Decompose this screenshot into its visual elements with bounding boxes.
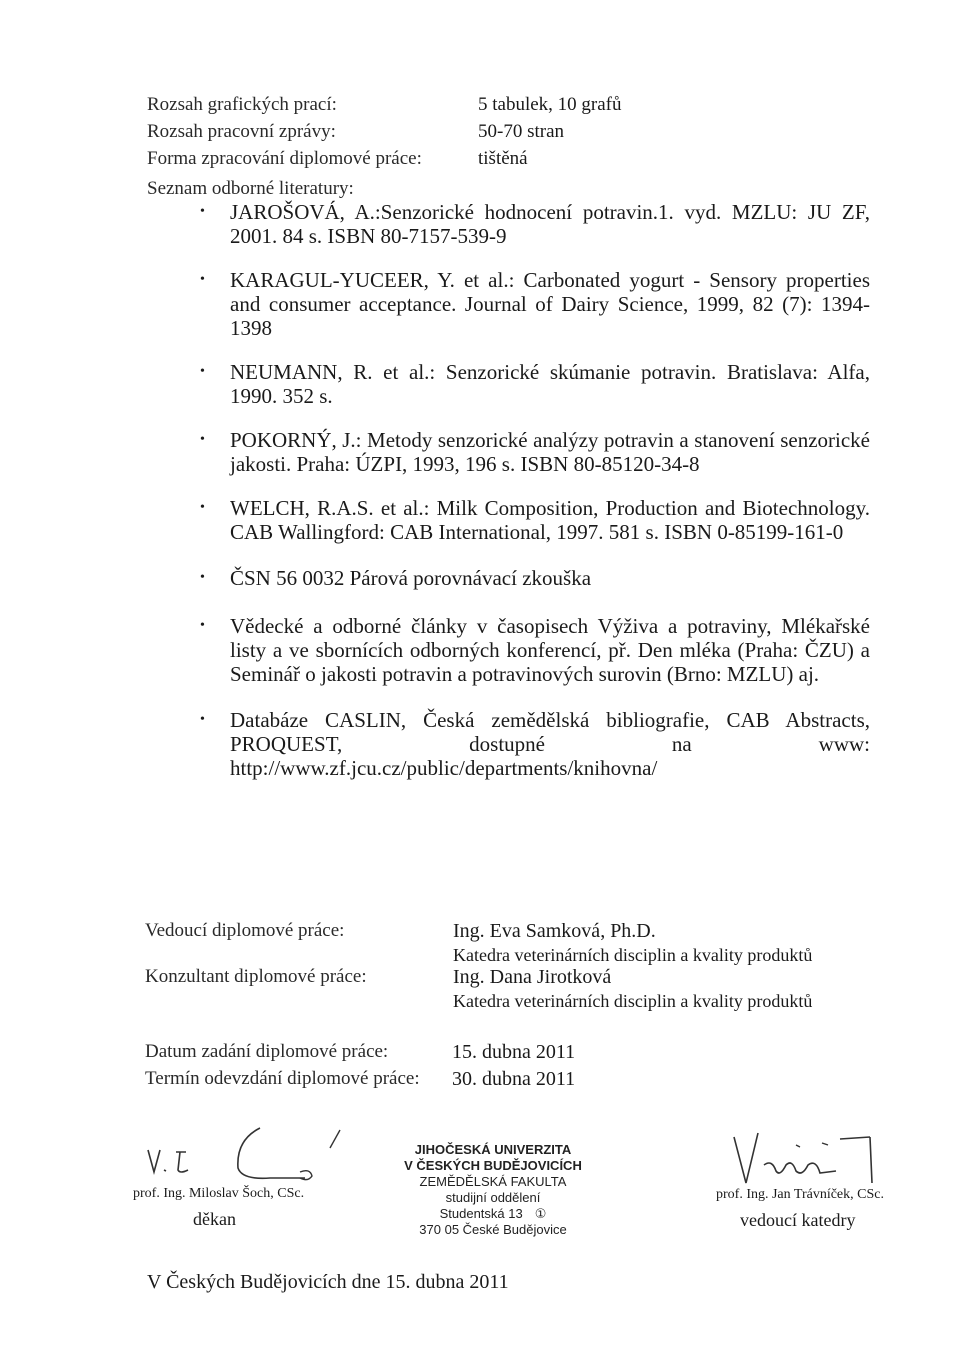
dean-signature — [140, 1120, 360, 1190]
header-label-form: Forma zpracování diplomové práce: — [147, 148, 422, 169]
stamp-line-street: Studentská 13 ① — [439, 1206, 547, 1221]
dean-name: prof. Ing. Miloslav Šoch, CSc. — [133, 1186, 305, 1201]
list-item: • JAROŠOVÁ, A.:Senzorické hodnocení potravin.1. vyd. MZLU: JU ZF, 2001. 84 s. ISBN 80-7157-539-9 — [200, 200, 870, 248]
dean-role: děkan — [193, 1209, 236, 1229]
header-value-pages: 50-70 stran — [478, 121, 565, 142]
deadline-value: 30. dubna 2011 — [452, 1068, 576, 1090]
head-signature — [720, 1125, 900, 1195]
stamp-line-office: studijní oddělení — [445, 1190, 541, 1205]
deadline-label: Termín odevzdání diplomové práce: — [145, 1068, 420, 1089]
literature-list — [200, 200, 870, 802]
supervisor-department: Katedra veterinárních disciplin a kvality produktů — [453, 945, 813, 965]
header-label-pages: Rozsah pracovní zprávy: — [147, 121, 336, 142]
consultant-name: Ing. Dana Jirotková — [453, 966, 612, 988]
header-value-form: tištěná — [478, 148, 528, 169]
header-label-graphics: Rozsah grafických prací: — [147, 94, 337, 115]
header-value-graphics: 5 tabulek, 10 grafů — [478, 94, 622, 115]
list-item: • WELCH, R.A.S. et al.: Milk Composition, Production and Biotechnology. CAB Wallingford: CAB International, 1997. 581 s. ISBN 0-85199-161-0 — [200, 496, 870, 544]
faculty-stamp — [388, 1142, 598, 1238]
assignment-date-value: 15. dubna 2011 — [452, 1041, 576, 1063]
list-item: • Databáze CASLIN, Česká zemědělská bibliografie, CAB Abstracts, PROQUEST, dostupné na www: http://www.zf.jcu.cz/public/departments/knihovna/ — [200, 708, 870, 780]
head-name: prof. Ing. Jan Trávníček, CSc. — [716, 1187, 884, 1202]
list-item: • Vědecké a odborné články v časopisech Výživa a potraviny, Mlékařské listy a ve sbornících odborných konferencí, př. Den mléka (Praha: ČZU) a Seminář o jakosti potravin a potravinových surovin (Brno: MZLU) aj. — [200, 614, 870, 686]
list-item: • ČSN 56 0032 Párová porovnávací zkouška — [200, 566, 592, 590]
consultant-label: Konzultant diplomové práce: — [145, 966, 367, 987]
bullet-icon: • — [200, 500, 205, 515]
head-role: vedoucí katedry — [740, 1210, 856, 1230]
bullet-icon: • — [200, 272, 205, 287]
bullet-icon: • — [200, 570, 205, 585]
stamp-line-faculty: ZEMĚDĚLSKÁ FAKULTA — [419, 1174, 567, 1189]
stamp-line-city: V ČESKÝCH BUDĚJOVICÍCH — [404, 1158, 582, 1173]
consultant-department: Katedra veterinárních disciplin a kvality produktů — [453, 991, 813, 1011]
assignment-date-label: Datum zadání diplomové práce: — [145, 1041, 389, 1062]
stamp-line-postcode: 370 05 České Budějovice — [419, 1222, 567, 1237]
bullet-icon: • — [200, 432, 205, 447]
list-item: • NEUMANN, R. et al.: Senzorické skúmanie potravin. Bratislava: Alfa, 1990. 352 s. — [200, 360, 870, 408]
list-item: • KARAGUL-YUCEER, Y. et al.: Carbonated yogurt - Sensory properties and consumer acceptance. Journal of Dairy Science, 1999, 82 (7): 1394-1398 — [200, 268, 870, 340]
stamp-number-icon: ① — [534, 1206, 547, 1221]
literature-heading: Seznam odborné literatury: — [147, 178, 354, 199]
bullet-icon: • — [200, 712, 205, 727]
bullet-icon: • — [200, 204, 205, 219]
supervisor-name: Ing. Eva Samková, Ph.D. — [453, 920, 656, 942]
bullet-icon: • — [200, 364, 205, 379]
place-and-date: V Českých Budějovicích dne 15. dubna 2011 — [147, 1271, 509, 1293]
bullet-icon: • — [200, 618, 205, 633]
list-item: • POKORNÝ, J.: Metody senzorické analýzy potravin a stanovení senzorické jakosti. Praha: ÚZPI, 1993, 196 s. ISBN 80-85120-34-8 — [200, 428, 870, 476]
supervisor-label: Vedoucí diplomové práce: — [145, 920, 345, 941]
stamp-line-university: JIHOČESKÁ UNIVERZITA — [414, 1142, 572, 1157]
